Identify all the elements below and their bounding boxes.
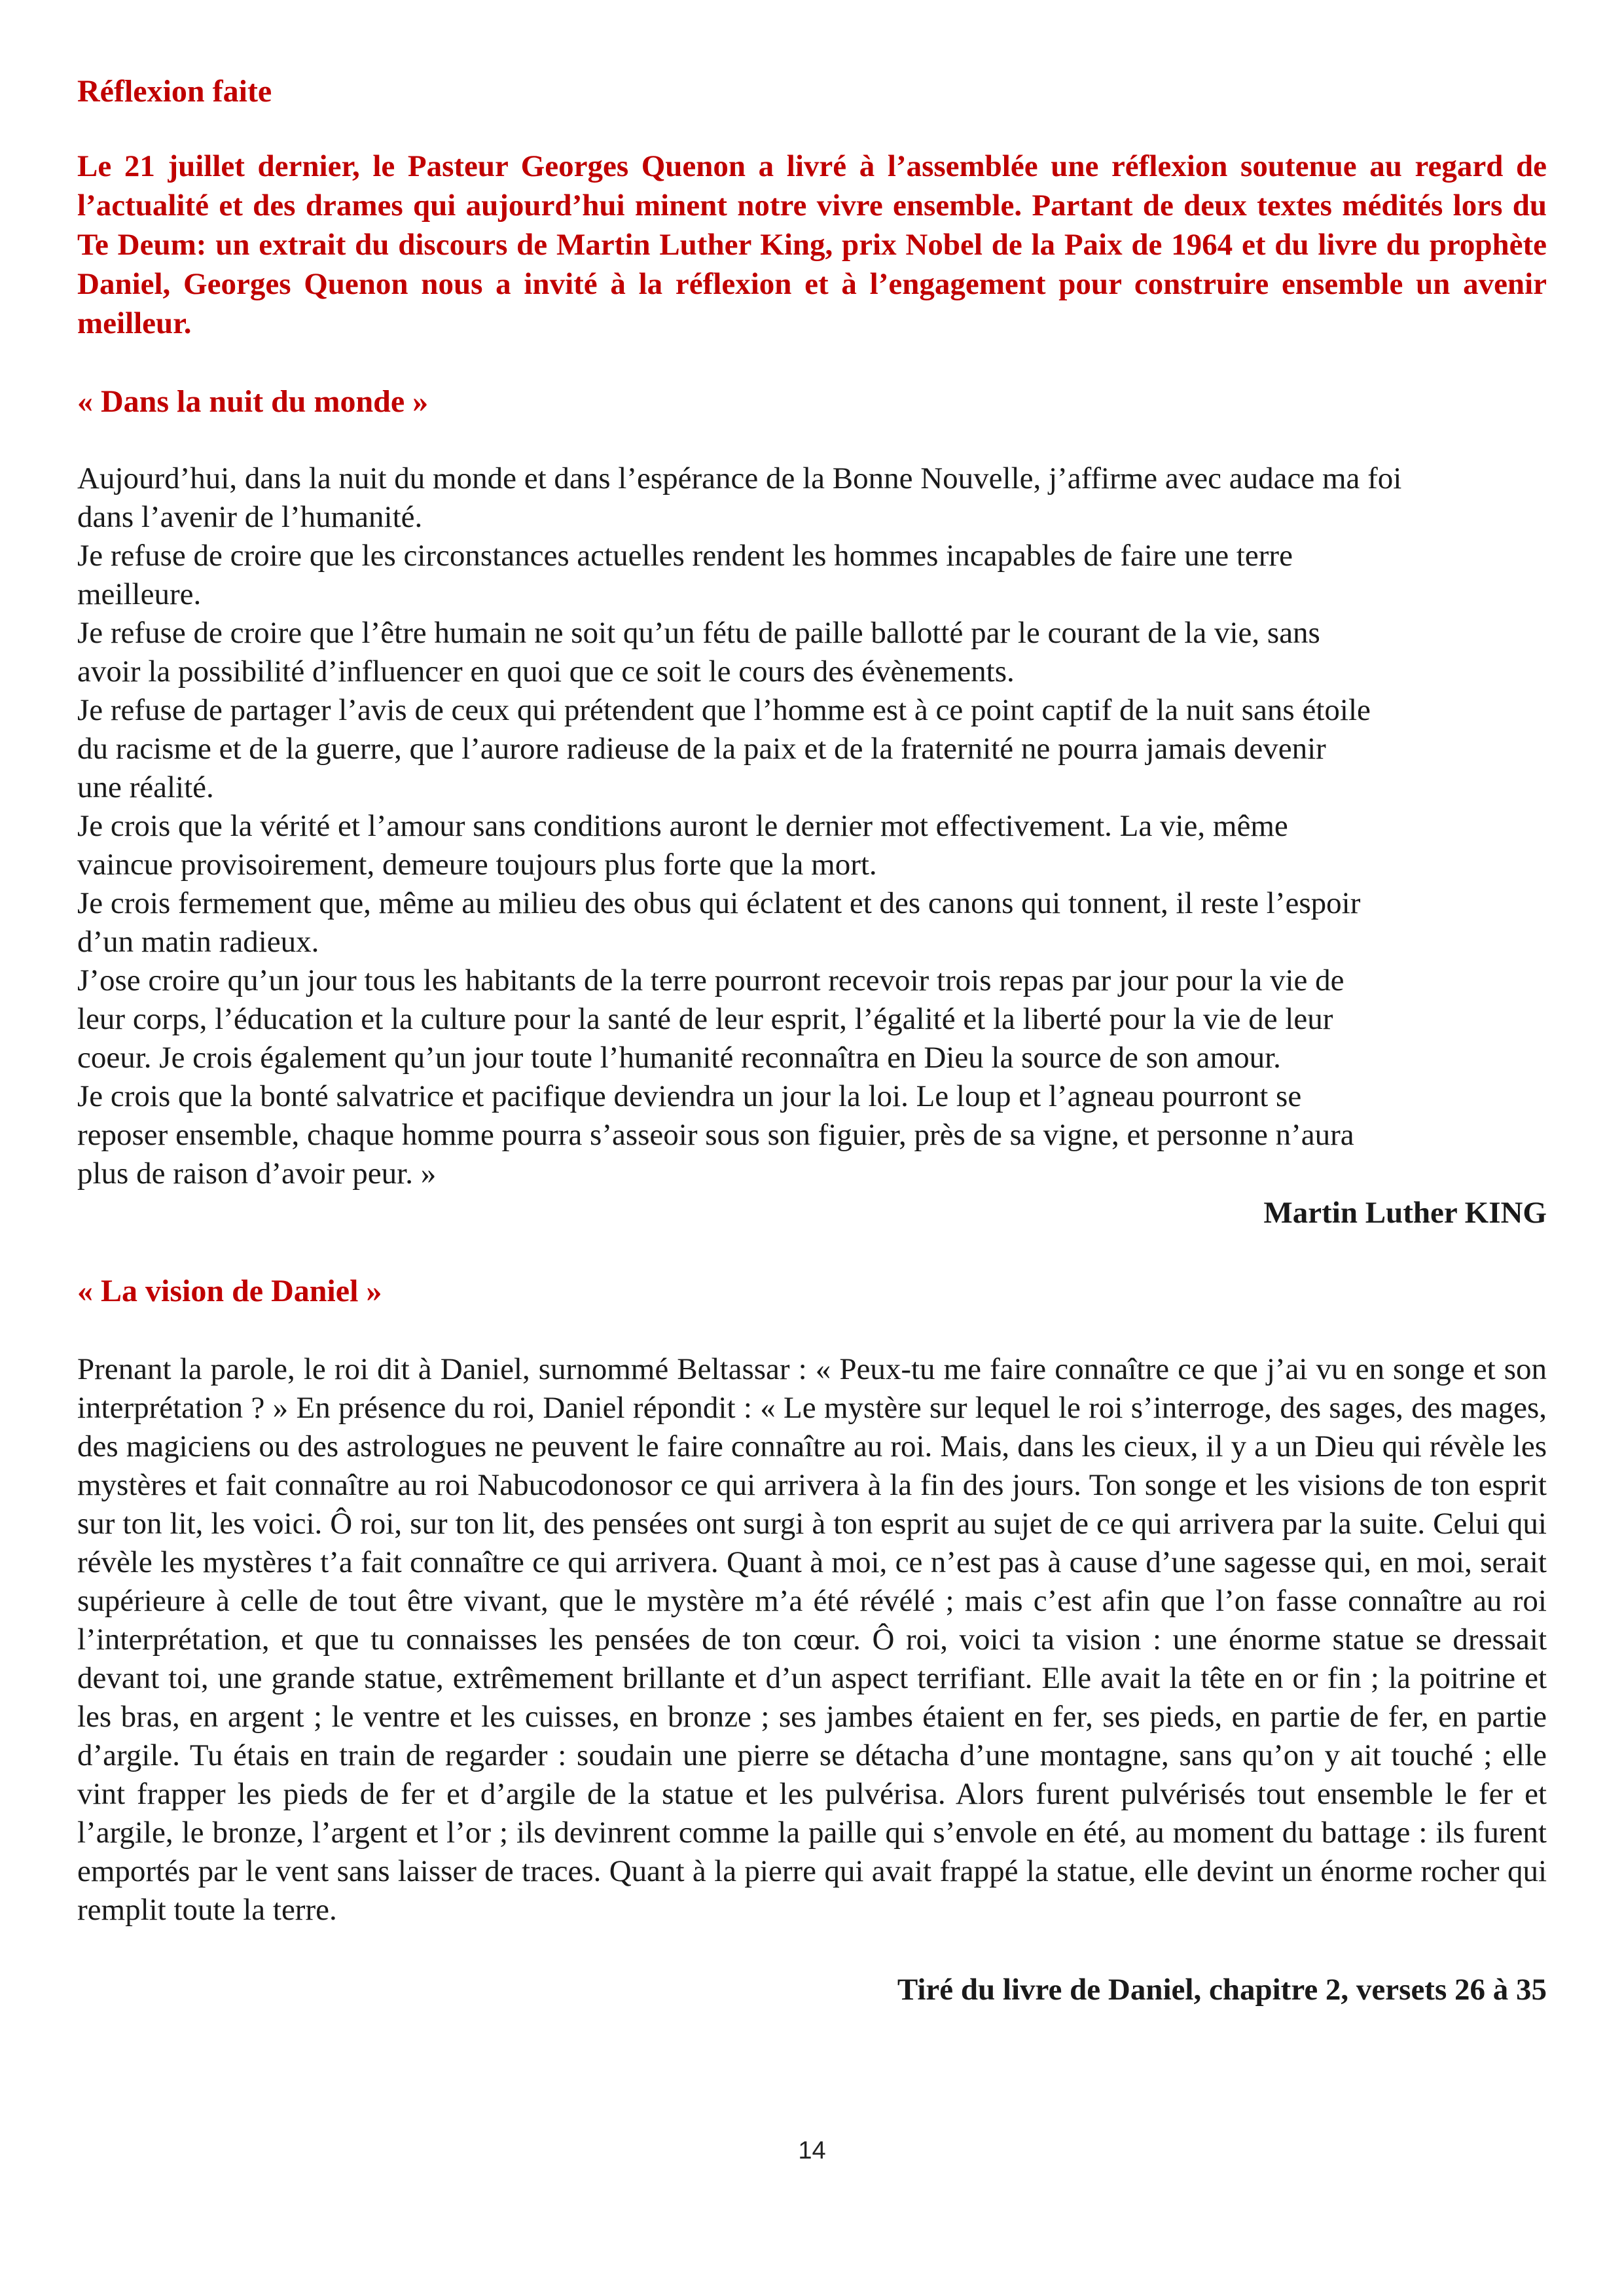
king-quote xyxy=(77,459,1547,1193)
quote-line: dans l’avenir de l’humanité. xyxy=(77,500,423,534)
quote-line: d’un matin radieux. xyxy=(77,925,319,959)
quote-line: du racisme et de la guerre, que l’aurore radieuse de la paix et de la fraternité ne pourra jamais devenir xyxy=(77,732,1326,766)
quote-line: Aujourd’hui, dans la nuit du monde et dans l’espérance de la Bonne Nouvelle, j’affirme avec audace ma foi xyxy=(77,461,1402,495)
quote-line: meilleure. xyxy=(77,577,202,611)
page-number: 14 xyxy=(798,2137,826,2164)
quote-line: vaincue provisoirement, demeure toujours plus forte que la mort. xyxy=(77,848,877,882)
king-signature: Martin Luther KING xyxy=(1263,1196,1547,1230)
quote-line: Je crois que la bonté salvatrice et pacifique deviendra un jour la loi. Le loup et l’agneau pourront se xyxy=(77,1079,1302,1113)
quote-line: J’ose croire qu’un jour tous les habitants de la terre pourront recevoir trois repas par jour pour la vie de xyxy=(77,963,1344,997)
king-section-title: « Dans la nuit du monde » xyxy=(77,384,429,419)
quote-line: Je crois que la vérité et l’amour sans conditions auront le dernier mot effectivement. La vie, même xyxy=(77,809,1288,843)
intro-paragraph: Le 21 juillet dernier, le Pasteur Georges Quenon a livré à l’assemblée une réflexion soutenue au regard de l’actualité et des drames qui aujourd’hui minent notre vivre ensemble. Partant de deux textes médités lors du Te Deum: un extrait du discours de Martin Luther King, prix Nobel de la Paix de 1964 et du livre du prophète Daniel, Georges Quenon nous a invité à la réflexion et à l’engagement pour construire ensemble un avenir meilleur. xyxy=(77,149,1547,340)
quote-line: leur corps, l’éducation et la culture pour la santé de leur esprit, l’égalité et la liberté pour la vie de leur xyxy=(77,1002,1333,1036)
quote-line: reposer ensemble, chaque homme pourra s’asseoir sous son figuier, près de sa vigne, et personne n’aura xyxy=(77,1118,1354,1152)
quote-line: une réalité. xyxy=(77,770,214,804)
page-content xyxy=(77,72,1547,2009)
quote-line: Je refuse de partager l’avis de ceux qui prétendent que l’homme est à ce point captif de la nuit sans étoile xyxy=(77,693,1371,727)
quote-line: coeur. Je crois également qu’un jour toute l’humanité reconnaîtra en Dieu la source de son amour. xyxy=(77,1041,1281,1075)
quote-line: Je crois fermement que, même au milieu des obus qui éclatent et des canons qui tonnent, il reste l’espoir xyxy=(77,886,1361,920)
daniel-text: Prenant la parole, le roi dit à Daniel, surnommé Beltassar : « Peux-tu me faire connaître ce que j’ai vu en songe et son interprétation ? » En présence du roi, Daniel répondit : « Le mystère sur lequel le roi s’interroge, des sages, des mages, des magiciens ou des astrologues ne peuvent le faire connaître au roi. Mais, dans les cieux, il y a un Dieu qui révèle les mystères et fait connaître au roi Nabucodonosor ce qui arrivera à la fin des jours. Ton songe et les visions de ton esprit sur ton lit, les voici. Ô roi, sur ton lit, des pensées ont surgi à ton esprit au sujet de ce qui arrivera par la suite. Celui qui révèle les mystères t’a fait connaître ce qui arrivera. Quant à moi, ce n’est pas à cause d’une sagesse qui, en moi, serait supérieure à celle de tout être vivant, que le mystère m’a été révélé ; mais c’est afin que l’on fasse connaître au roi l’interprétation, et que tu connaisses les pensées de ton cœur. Ô roi, voici ta vision : une énorme statue se dressait devant toi, une grande statue, extrêmement brillante et d’un aspect terrifiant. Elle avait la tête en or fin ; la poitrine et les bras, en argent ; le ventre et les cuisses, en bronze ; ses jambes étaient en fer, ses pieds, en partie de fer, en partie d’argile. Tu étais en train de regarder : soudain une pierre se détacha d’une montagne, sans qu’on y ait touché ; elle vint frapper les pieds de fer et d’argile de la statue et les pulvérisa. Alors furent pulvérisés tout ensemble le fer et l’argile, le bronze, l’argent et l’or ; ils devinrent comme la paille qui s’envole en été, au moment du battage : ils furent emportés par le vent sans laisser de traces. Quant à la pierre qui avait frappé la statue, elle devint un énorme rocher qui remplit toute la terre. xyxy=(77,1352,1547,1927)
quote-line: plus de raison d’avoir peur. » xyxy=(77,1157,437,1191)
daniel-source: Tiré du livre de Daniel, chapitre 2, versets 26 à 35 xyxy=(897,1973,1547,2007)
quote-line: Je refuse de croire que l’être humain ne soit qu’un fétu de paille ballotté par le courant de la vie, sans xyxy=(77,616,1320,650)
page-title: Réflexion faite xyxy=(77,74,272,109)
daniel-section-title: « La vision de Daniel » xyxy=(77,1274,382,1308)
quote-line: Je refuse de croire que les circonstances actuelles rendent les hommes incapables de faire une terre xyxy=(77,539,1293,573)
quote-line: avoir la possibilité d’influencer en quoi que ce soit le cours des évènements. xyxy=(77,655,1015,689)
